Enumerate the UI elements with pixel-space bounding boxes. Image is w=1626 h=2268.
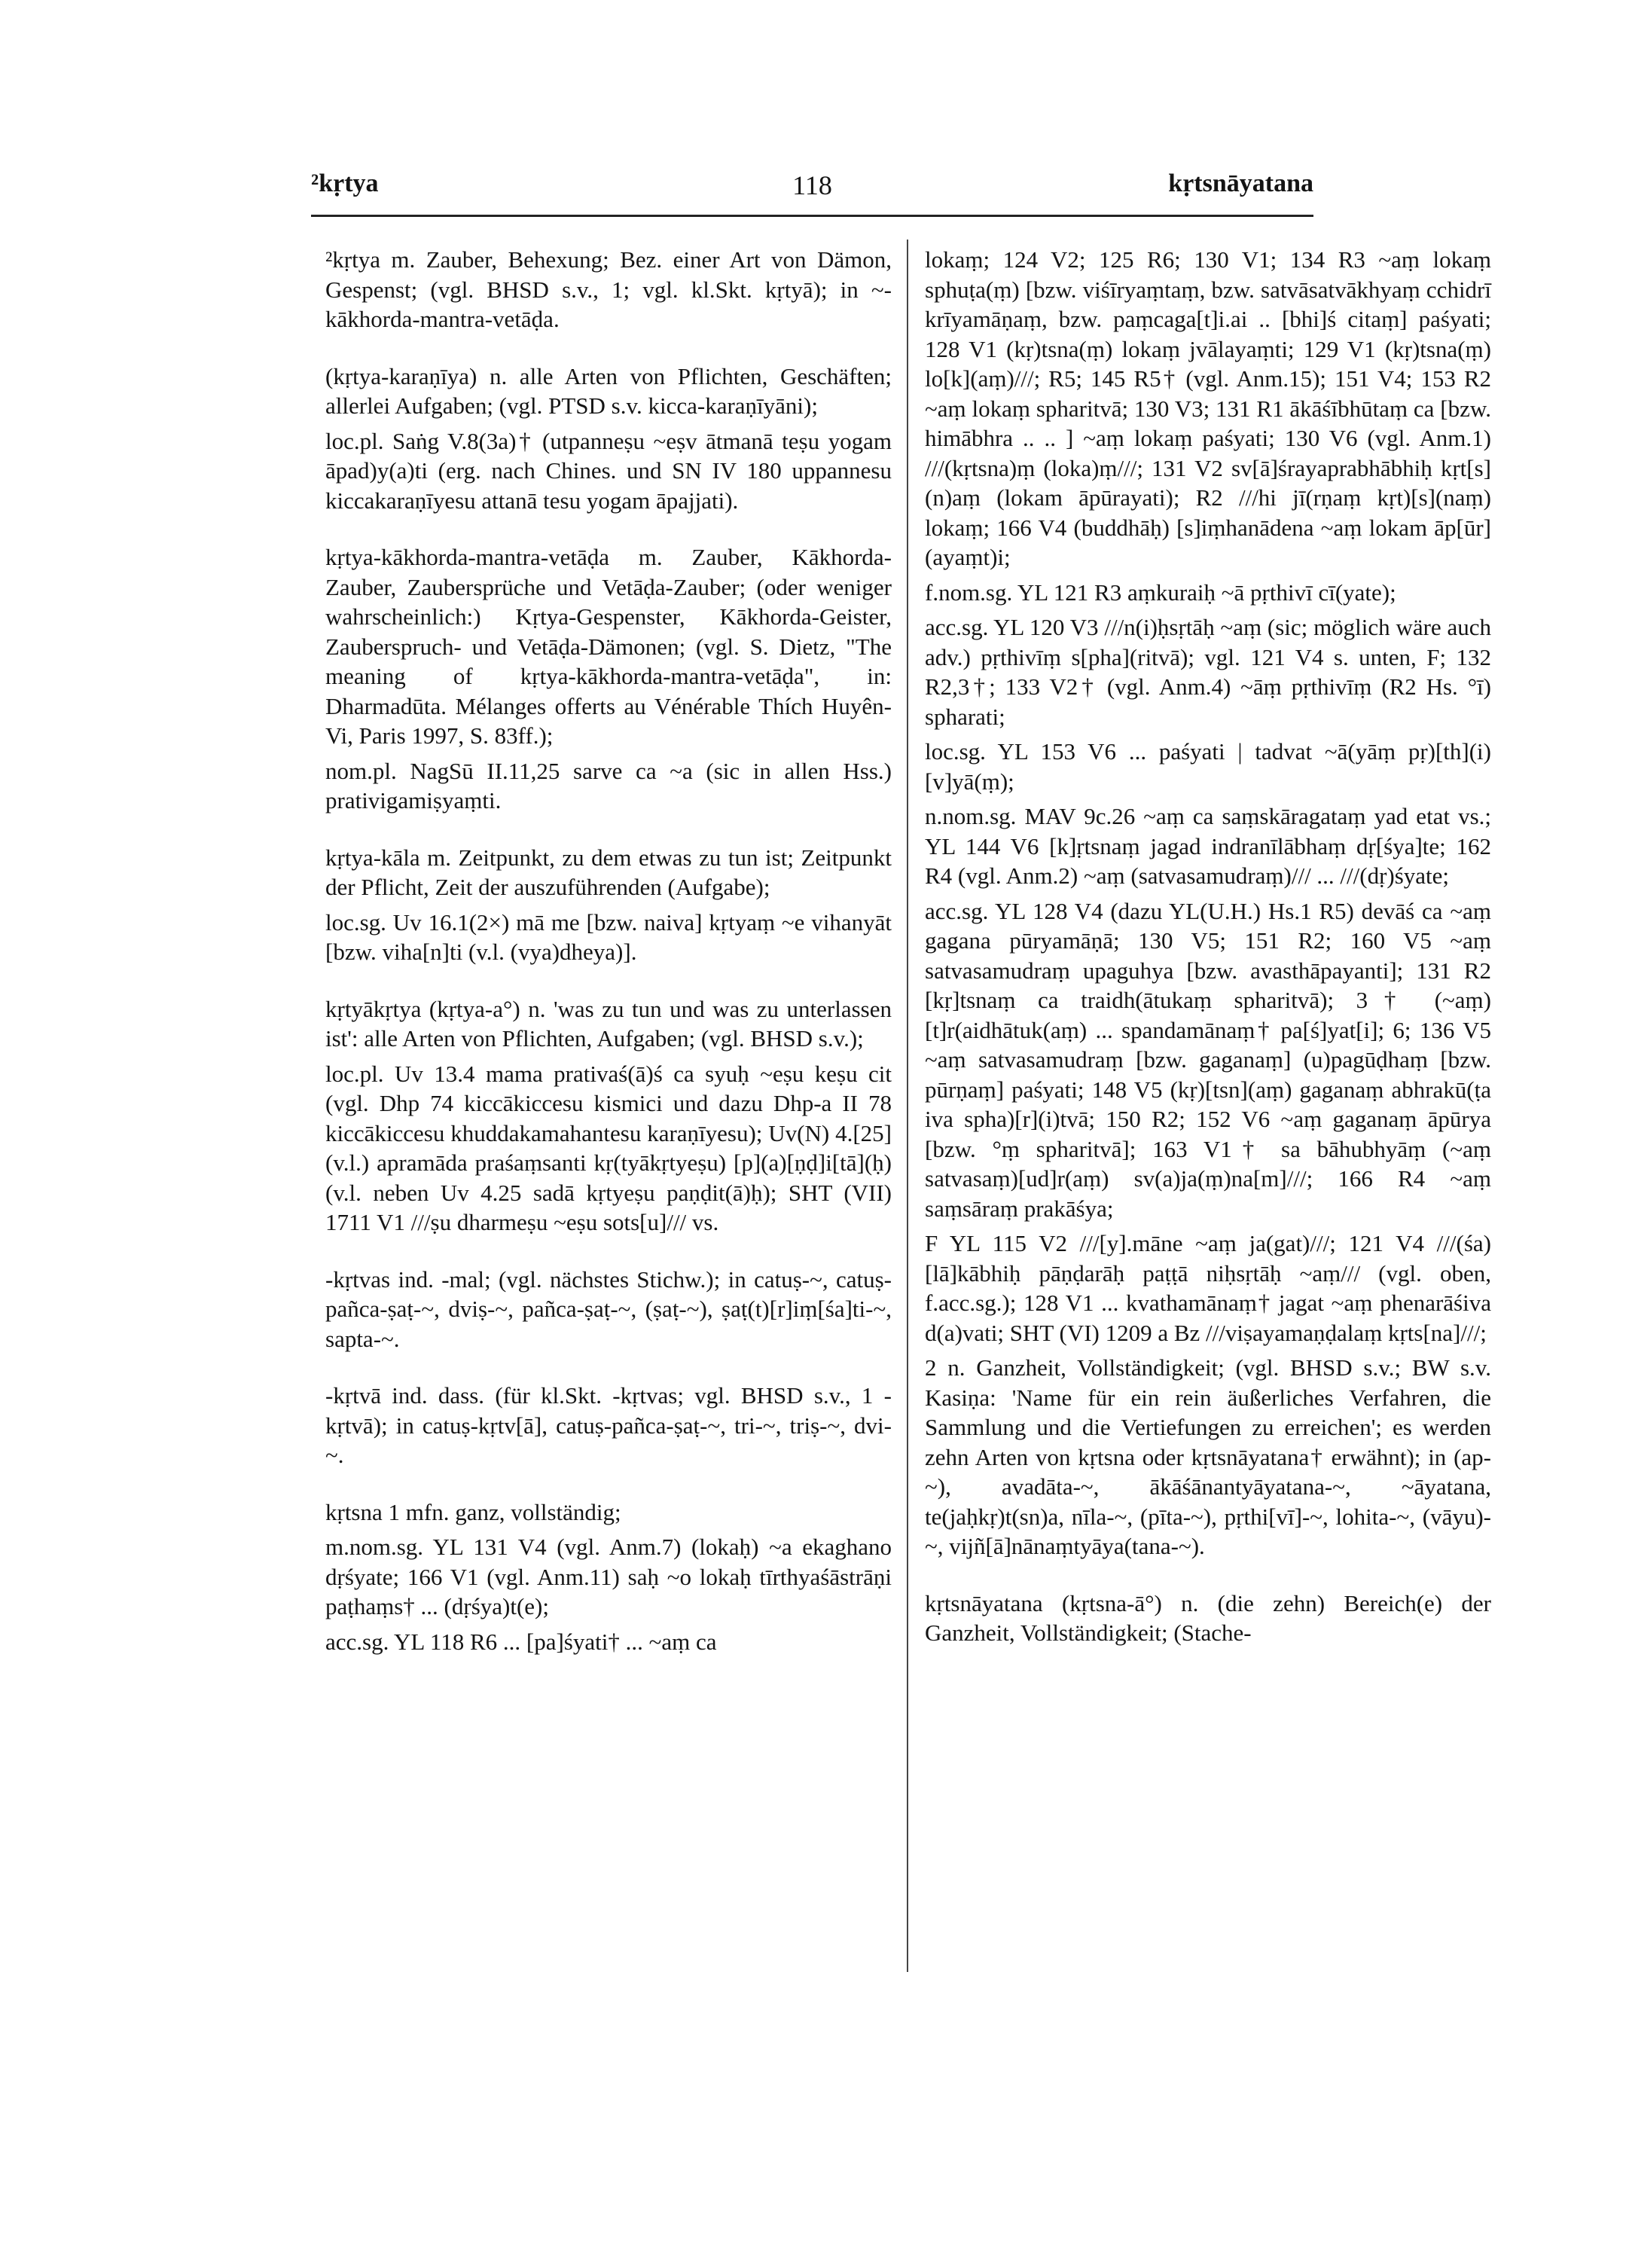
entry-text: loc.pl. Uv 13.4 mama prativaś(ā)ś ca syuḥ ~eṣu keṣu cit (vgl. Dhp 74 kiccākiccesu kismici und dazu Dhp-a II 78 kiccākiccesu khuddakamahantesu karaṇīyesu); Uv(N) 4.[25] (v.l.) apramāda praśaṃsanti kṛ(tyākṛtyeṣu) [p](a)[ṇḍ]i[tā](ḥ) (v.l. neben Uv 4.25 sadā kṛtyeṣu paṇḍit(ā)ḥ); SHT (VII) 1711 V1 ///ṣu dharmeṣu ~eṣu sots[u]/// vs. [325, 1060, 892, 1235]
entry-text: f.nom.sg. YL 121 R3 aṃkuraiḥ ~ā pṛthivī cī(yate); [925, 578, 1396, 606]
entry-text: kṛtya-kāla m. Zeitpunkt, zu dem etwas zu tun ist; Zeitpunkt der Pflicht, Zeit der auszuführenden (Aufgabe); [325, 844, 892, 900]
entry-text: kṛtyākṛtya (kṛtya-a°) n. 'was zu tun und was zu unterlassen ist': alle Arten von Pflichten, Aufgaben; (vgl. BHSD s.v.); [325, 995, 892, 1052]
entry-text: acc.sg. YL 120 V3 ///n(i)ḥsṛtāḥ ~aṃ (sic; möglich wäre auch adv.) pṛthivīṃ s[pha](ritvā); vgl. 121 V4 s. unten, F; 132 R2,3†; 133 V2† (vgl. Anm.4) ~āṃ pṛthivīṃ (R2 Hs. °ī) spharati; [925, 614, 1491, 730]
entry-text: acc.sg. YL 128 V4 (dazu YL(U.H.) Hs.1 R5) devāś ca ~aṃ gagana pūryamāṇā; 130 V5; 151 R2; 160 V5 ~aṃ satvasamudraṃ upaguhya [bzw. avasthāpayanti]; 131 R2 [kṛ]tsnaṃ ca traidh(ātukaṃ spharitvā); 3† (~aṃ) [t]r(aidhātuk(aṃ) ... spandamānaṃ† pa[ś]yat[i]; 6; 136 V5 ~aṃ satvasamudraṃ [bzw. gaganaṃ] (u)pagūḍhaṃ [bzw. pūrṇaṃ] paśyati; 148 V5 (kṛ)[tsn](aṃ) gaganaṃ abhrakū(ṭa iva spha)[r](i)tvā; 150 R2; 152 V6 ~aṃ gaganaṃ āpūrya [bzw. °ṃ spharitvā]; 163 V1† sa bāhubhyāṃ (~aṃ satvasaṃ)[ud]r(aṃ) sv(a)ja(ṃ)na[m]///; 166 R4 ~aṃ saṃsāraṃ prakāśya; [925, 897, 1491, 1222]
entry-text: ²kṛtya m. Zauber, Behexung; Bez. einer Art von Dämon, Gespenst; (vgl. BHSD s.v., 1; vgl. kl.Skt. kṛtyā); in ~-kākhorda-mantra-vetāḍa. [325, 246, 892, 332]
entry-text: kṛtya-kākhorda-mantra-vetāḍa m. Zauber, Kākhorda-Zauber, Zaubersprüche und Vetāḍa-Zauber; (oder weniger wahrscheinlich:) Kṛtya-Gespenster, Kākhorda-Geister, Zauberspruch- und Vetāḍa-Dämonen; (vgl. S. Dietz, "The meaning of kṛtya-kākhorda-mantra-vetāḍa", in: Dharmadūta. Mélanges offerts au Vénérable Thích Huyên-Vi, Paris 1997, S. 83ff.); [325, 544, 892, 749]
entry-krtva [325, 1381, 892, 1470]
entry-krtya-kala [325, 843, 892, 967]
entry-text: acc.sg. YL 118 R6 ... [pa]śyati† ... ~aṃ ca [325, 1628, 717, 1655]
entry-text: nom.pl. NagSū II.11,25 sarve ca ~a (sic in allen Hss.) prativigamiṣyaṃti. [325, 757, 892, 813]
entry-text: lokaṃ; 124 V2; 125 R6; 130 V1; 134 R3 ~aṃ lokaṃ sphuṭa(ṃ) [bzw. viśīryaṃtaṃ, bzw. satvāsatvākhyaṃ cchidrī krīyamāṇaṃ, bzw. paṃcaga[t]i.ai .. [bhi]ś citaṃ] paśyati; 128 V1 (kṛ)tsna(ṃ) lokaṃ jvālayaṃti; 129 V1 (kṛ)tsna(ṃ) lo[k](aṃ)///; R5; 145 R5† (vgl. Anm.15); 151 V4; 153 R2 ~aṃ lokaṃ spharitvā; 130 V3; 131 R1 ākāśībhūtaṃ ca [bzw. himābhra .. .. ] ~aṃ lokaṃ paśyati; 130 V6 (vgl. Anm.1) ///(kṛtsna)ṃ (loka)ṃ///; 131 V2 sv[ā]śrayaprabhābhiḥ kṛt[s](n)aṃ (lokam āpūrayati); R2 ///hi jī(rṇaṃ kṛt)[s](naṃ) lokaṃ; 166 V4 (buddhāḥ) [s]iṃhanādena ~aṃ lokam āp[ūr](ayaṃt)i; [925, 246, 1491, 570]
header-left-headword: ²kṛtya [311, 169, 379, 197]
entry-text: 2 n. Ganzheit, Vollständigkeit; (vgl. BHSD s.v.; BW s.v. Kasiṇa: 'Name für ein rein äußerliches Verfahren, die Sammlung und die Vertiefungen zu erreichen'; es werden zehn Arten von kṛtsna oder kṛtsnāyatana† erwähnt); in (ap-~), avadāta-~, ākāśānantyāyatana-~, ~āyatana, te(jaḥkṛ)t(sn)a, nīla-~, (pīta-~), pṛthi[vī]-~, lohita-~, (vāyu)-~, vijñ[ā]nānaṃtyāya(tana-~). [925, 1354, 1491, 1559]
entry-krtyakrtya [325, 994, 892, 1238]
entry-text: F YL 115 V2 ///[y].māne ~aṃ ja(gat)///; 121 V4 ///(śa)[lā]kābhiḥ pāṇḍarāḥ paṭṭā niḥsṛtāḥ ~aṃ/// (vgl. oben, f.acc.sg.); 128 V1 ... kvathamānaṃ† jagat ~aṃ phenarāśiva d(a)vati; SHT (VI) 1209 a Bz ///viṣayamaṇḍalaṃ kṛts[na]///; [925, 1230, 1491, 1346]
entry-krtsnayatana [925, 1589, 1491, 1648]
entry-text: kṛtsna 1 mfn. ganz, vollständig; [325, 1498, 621, 1525]
entry-text: kṛtsnāyatana (kṛtsna-ā°) n. (die zehn) Bereich(e) der Ganzheit, Vollständigkeit; (Stache- [925, 1589, 1491, 1646]
entry-text: -kṛtvas ind. -mal; (vgl. nächstes Stichw.); in catuṣ-~, catuṣ-pañca-ṣaṭ-~, dviṣ-~, pañca-ṣaṭ-~, (ṣaṭ-~), ṣaṭ(t)[r]iṃ[śa]ti-~, sapta-~. [325, 1265, 892, 1352]
entry-text: (kṛtya-karaṇīya) n. alle Arten von Pflichten, Geschäften; allerlei Aufgaben; (vgl. PTSD s.v. kicca-karaṇīyāni); [325, 362, 892, 419]
entry-krtsna [325, 1497, 892, 1657]
column-divider [907, 240, 908, 1972]
entry-text: n.nom.sg. MAV 9c.26 ~aṃ ca saṃskāragataṃ yad etat vs.; YL 144 V6 [k]ṛtsnaṃ jagad indranīlābhaṃ dṛ[śya]te; 162 R4 (vgl. Anm.2) ~aṃ (satvasamudraṃ)/// ... ///(dṛ)śyate; [925, 803, 1491, 889]
page-number: 118 [792, 170, 832, 200]
right-column [925, 245, 1491, 1675]
entry-krtya-karaniya [325, 362, 892, 516]
entry-krtya [325, 245, 892, 334]
entry-text: loc.sg. YL 153 V6 ... paśyati | tadvat ~ā(yāṃ pṛ)[th](i)[v]yā(ṃ); [925, 738, 1491, 795]
entry-krtvas [325, 1265, 892, 1354]
entry-text: m.nom.sg. YL 131 V4 (vgl. Anm.7) (lokaḥ) ~a ekaghano dṛśyate; 166 V1 (vgl. Anm.11) saḥ ~o lokaḥ tīrthyaśāstrāṇi paṭhaṃs† ... (dṛśya)t(e); [325, 1534, 892, 1619]
header-right-headword: kṛtsnāyatana [1168, 169, 1313, 197]
entry-krtya-kakhorda [325, 542, 892, 816]
entry-text: loc.sg. Uv 16.1(2×) mā me [bzw. naiva] kṛtyaṃ ~e vihanyāt [bzw. viha[n]ti (v.l. (vya)dheya)]. [325, 908, 892, 965]
entry-krtsna-continued [925, 245, 1491, 1561]
entry-text: -kṛtvā ind. dass. (für kl.Skt. -kṛtvas; vgl. BHSD s.v., 1 -kṛtvā); in catuṣ-kṛtv[ā], catuṣ-pañca-ṣaṭ-~, tri-~, triṣ-~, dvi-~. [325, 1382, 892, 1468]
running-header [311, 169, 1313, 207]
left-column [325, 245, 892, 1683]
entry-text: loc.pl. Saṅg V.8(3a)† (utpanneṣu ~eṣv ātmanā teṣu yogam āpad)y(a)ti (erg. nach Chines. und SN IV 180 uppannesu kiccakaraṇīyesu attanā tesu yogam āpajjati). [325, 427, 892, 514]
header-rule [311, 215, 1313, 217]
